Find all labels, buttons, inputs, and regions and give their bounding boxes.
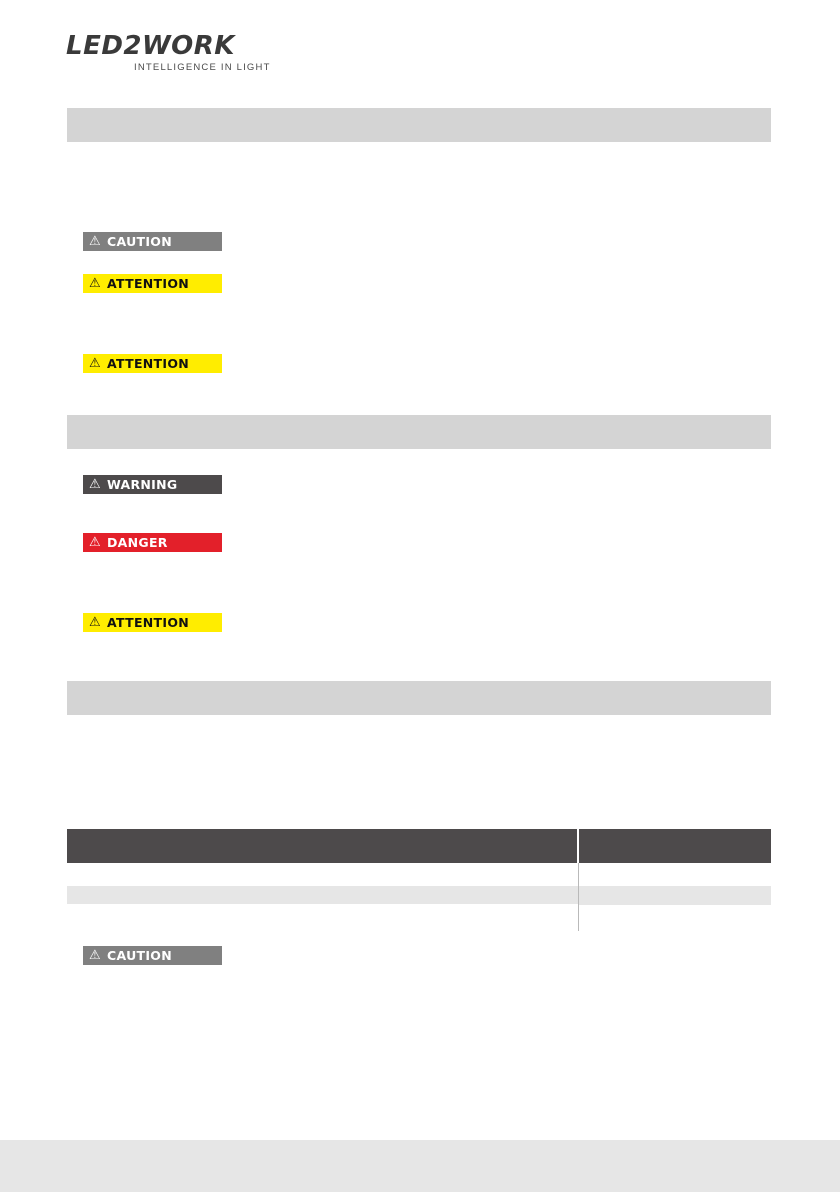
- attention-label-text: ATTENTION: [107, 356, 190, 371]
- caution-label-text: CAUTION: [107, 234, 172, 249]
- table-row: [67, 867, 771, 885]
- caution-label: [83, 232, 222, 251]
- warning-label-text: WARNING: [107, 477, 178, 492]
- table-header-cell-right: [579, 829, 771, 863]
- brand-logo: [66, 31, 271, 76]
- attention-label: [83, 613, 222, 632]
- logo-wordmark: LED2WORK: [66, 31, 235, 61]
- caution-label-text: CAUTION: [107, 948, 172, 963]
- table-row: [67, 905, 771, 923]
- attention-label: [83, 354, 222, 373]
- section-header-2: [67, 415, 771, 449]
- warning-triangle-icon: ⚠: [89, 276, 101, 291]
- attention-label-text: ATTENTION: [107, 276, 190, 291]
- logo-tagline: INTELLIGENCE IN LIGHT: [134, 62, 271, 73]
- warning-triangle-icon: ⚠: [89, 948, 101, 963]
- section-header-1: [67, 108, 771, 142]
- table-header-cell-left: [67, 829, 577, 863]
- warning-label: [83, 475, 222, 494]
- table-row: [67, 886, 771, 904]
- attention-label-text: ATTENTION: [107, 615, 190, 630]
- table-row-divider: [578, 904, 771, 905]
- warning-triangle-icon: ⚠: [89, 535, 101, 550]
- warning-triangle-icon: ⚠: [89, 234, 101, 249]
- danger-label: [83, 533, 222, 552]
- section-header-3: [67, 681, 771, 715]
- caution-label: [83, 946, 222, 965]
- page-footer: [0, 1140, 840, 1192]
- warning-triangle-icon: ⚠: [89, 356, 101, 371]
- attention-label: [83, 274, 222, 293]
- danger-label-text: DANGER: [107, 535, 168, 550]
- warning-triangle-icon: ⚠: [89, 615, 101, 630]
- warning-triangle-icon: ⚠: [89, 477, 101, 492]
- table-column-divider: [578, 863, 579, 931]
